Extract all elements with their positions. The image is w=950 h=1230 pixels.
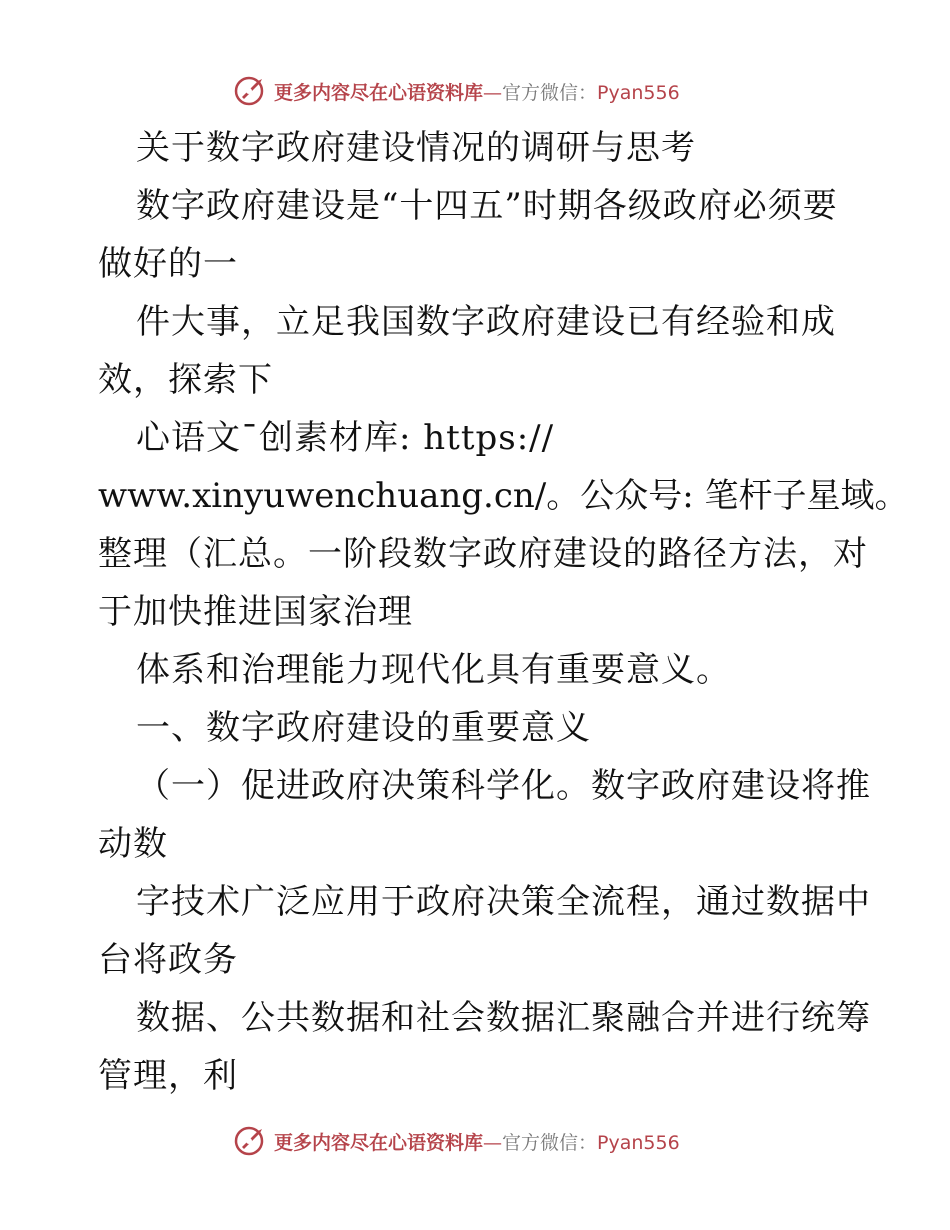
footer-watermark-banner (0, 1120, 950, 1160)
pen-logo-icon (234, 1123, 268, 1157)
section-heading: 一、数字政府建设的重要意义 (136, 708, 591, 748)
paragraph-line: 件大事，立足我国数字政府建设已有经验和成 (136, 302, 836, 342)
paragraph-line: www.xinyuwenchuang.cn/。公众号: 笔杆子星域。 (98, 476, 909, 516)
banner-text (274, 1128, 680, 1155)
paragraph-line: 动数 (98, 824, 168, 864)
paragraph-line: （一）促进政府决策科学化。数字政府建设将推 (136, 766, 871, 806)
paragraph-line: 整理（汇总。一阶段数字政府建设的路径方法，对 (98, 534, 868, 574)
paragraph-line: 于加快推进国家治理 (98, 592, 413, 632)
document-title: 关于数字政府建设情况的调研与思考 (136, 128, 696, 168)
paragraph-line: 效，探索下 (98, 360, 273, 400)
banner-account: Pyan556 (597, 1132, 680, 1154)
paragraph-line: 做好的一 (98, 244, 238, 284)
header-watermark-banner (0, 70, 950, 110)
pen-logo-icon (234, 73, 268, 107)
paragraph-line: 数据、公共数据和社会数据汇聚融合并进行统筹 (136, 998, 871, 1038)
paragraph-line: 字技术广泛应用于政府决策全流程，通过数据中 (136, 882, 871, 922)
banner-dash: — (483, 82, 503, 104)
banner-site-name: 更多内容尽在心语资料库 (274, 1132, 484, 1154)
banner-account: Pyan556 (597, 82, 680, 104)
banner-wechat-label: 官方微信： (502, 1132, 598, 1154)
banner-text (274, 78, 680, 105)
paragraph-line: 体系和治理能力现代化具有重要意义。 (136, 650, 731, 690)
paragraph-line: 心语文¯创素材库: https:// (136, 418, 555, 458)
banner-dash: — (483, 1132, 503, 1154)
paragraph-line: 管理，利 (98, 1056, 238, 1096)
paragraph-line: 台将政务 (98, 940, 238, 980)
paragraph-line: 数字政府建设是“十四五”时期各级政府必须要 (136, 186, 838, 226)
banner-site-name: 更多内容尽在心语资料库 (274, 82, 484, 104)
banner-wechat-label: 官方微信： (502, 82, 598, 104)
